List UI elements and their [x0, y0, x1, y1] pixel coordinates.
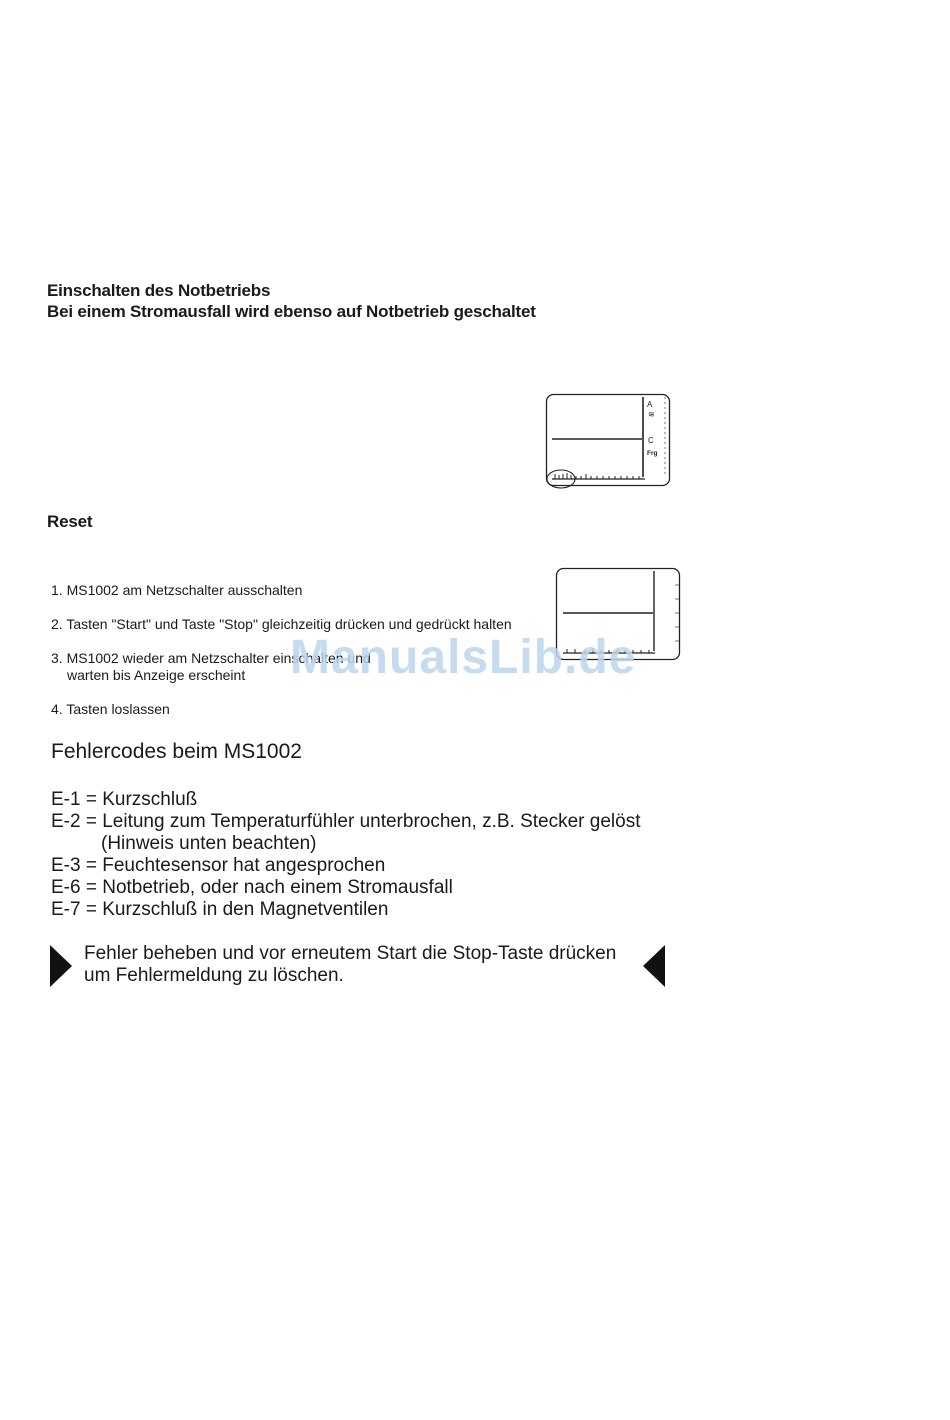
reset-step-4: 4. Tasten loslassen: [51, 701, 170, 717]
display-label-a: A: [647, 400, 653, 409]
display-symbol-icon: ≋: [648, 410, 655, 419]
reset-step-2: 2. Tasten "Start" und Taste "Stop" gleichzeitig drücken und gedrückt halten: [51, 616, 512, 632]
error-code-e3: E-3 = Feuchtesensor hat angesprochen: [51, 855, 386, 876]
notbetrieb-title: Einschalten des Notbetriebs: [47, 281, 271, 300]
watermark: ManualsLib.de: [290, 631, 637, 684]
display-label-frg: Frg: [647, 450, 658, 457]
arrow-right-icon: [50, 945, 74, 987]
error-code-e1: E-1 = Kurzschluß: [51, 789, 198, 810]
reset-title: Reset: [47, 512, 93, 531]
error-code-e7: E-7 = Kurzschluß in den Magnetventilen: [51, 899, 389, 920]
reset-step-3-continuation: warten bis Anzeige erscheint: [67, 667, 246, 683]
reset-step-1: 1. MS1002 am Netzschalter ausschalten: [51, 582, 303, 598]
fehlercodes-title: Fehlercodes beim MS1002: [51, 740, 302, 763]
display-label-c: C: [648, 436, 654, 445]
notbetrieb-subtitle: Bei einem Stromausfall wird ebenso auf Notbetrieb geschaltet: [47, 302, 536, 321]
note-line-1: Fehler beheben und vor erneutem Start die Stop-Taste drücken: [84, 943, 617, 964]
error-code-e2-hint: (Hinweis unten beachten): [101, 833, 317, 854]
display-illustration-notbetrieb: [545, 393, 672, 489]
error-code-e6: E-6 = Notbetrieb, oder nach einem Stromausfall: [51, 877, 453, 898]
arrow-left-icon: [641, 945, 665, 987]
reset-step-3: 3. MS1002 wieder am Netzschalter einschalten und: [51, 650, 371, 666]
note-line-2: um Fehlermeldung zu löschen.: [84, 965, 344, 986]
error-code-e2: E-2 = Leitung zum Temperaturfühler unterbrochen, z.B. Stecker gelöst: [51, 811, 641, 832]
